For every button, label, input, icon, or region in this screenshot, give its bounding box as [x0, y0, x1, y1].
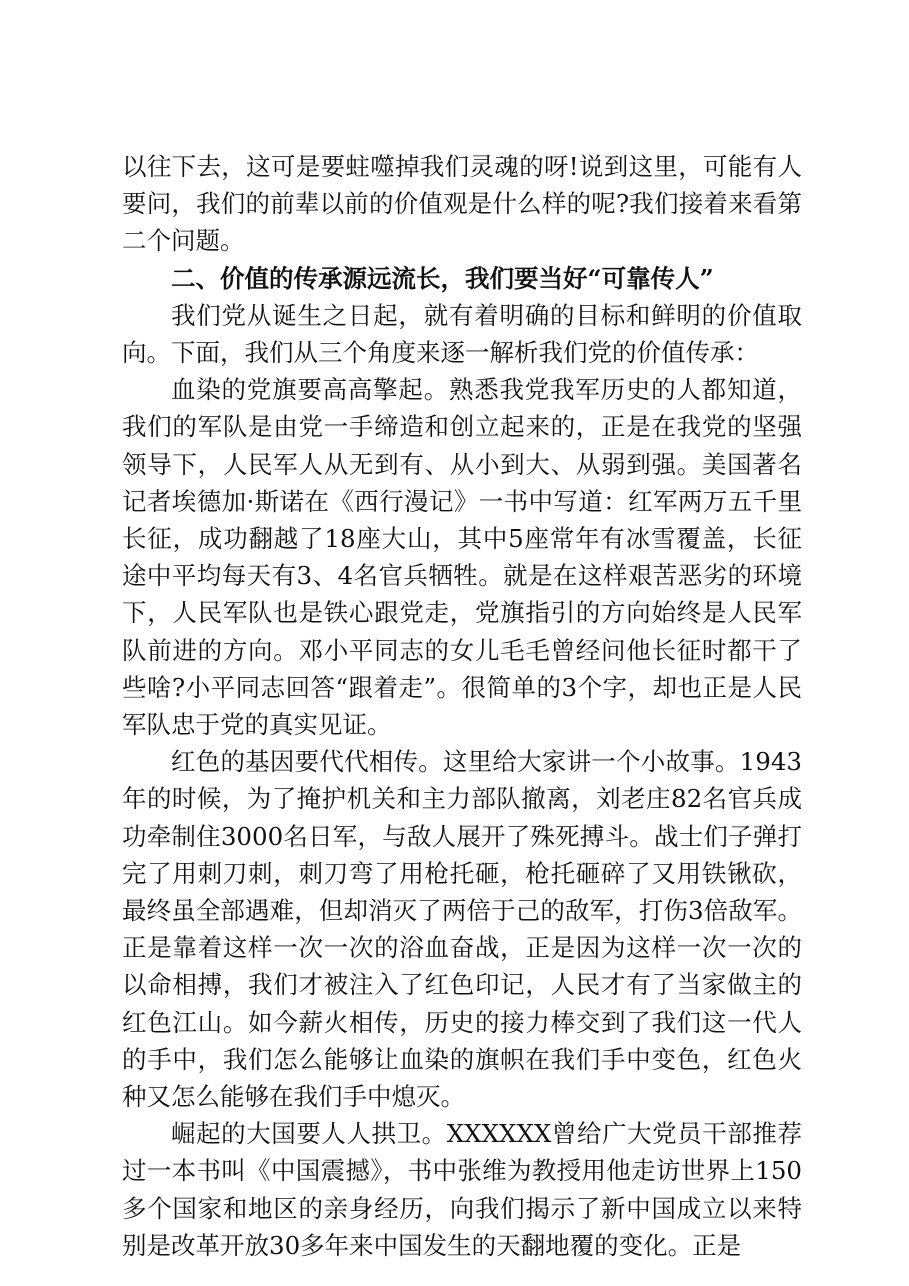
- section-heading: 二、价值的传承源远流长，我们要当好“可靠传人”: [171, 263, 714, 293]
- paragraph-intro: 我们党从诞生之日起，就有着明确的目标和鲜明的价值取向。下面，我们从三个角度来逐一解析我们党的价值传承：: [122, 300, 802, 368]
- paragraph-red-gene: 红色的基因要代代相传。这里给大家讲一个小故事。1943年的时候，为了掩护机关和主力部队撤离，刘老庄82名官兵成功牵制住3000名日军，与敌人展开了殊死搏斗。战士们子弹打完了用刺刀刺，刺刀弯了用枪托砸，枪托砸碎了又用铁锹砍，最终虽全部遇难，但却消灭了两倍于己的敌军，打伤3倍敌军。正是靠着这样一次一次的浴血奋战，正是因为这样一次一次的以命相搏，我们才被注入了红色印记，人民才有了当家做主的红色江山。如今薪火相传，历史的接力棒交到了我们这一代人的手中，我们怎么能够让血染的旗帜在我们手中变色，红色火种又怎么能够在我们手中熄灭。: [122, 747, 802, 1112]
- paragraph-continuation: 以往下去，这可是要蛀噬掉我们灵魂的呀!说到这里，可能有人要问，我们的前辈以前的价值观是什么样的呢?我们接着来看第二个问题。: [122, 152, 802, 256]
- paragraph-rising-nation: 崛起的大国要人人拱卫。XXXXXX曾给广大党员干部推荐过一本书叫《中国震撼》，书中张维为教授用他走访世界上150多个国家和地区的亲身经历，向我们揭示了新中国成立以来特别是改革开放30多年来中国发生的天翻地覆的变化。正是: [122, 1119, 802, 1260]
- paragraph-party-flag: 血染的党旗要高高擎起。熟悉我党我军历史的人都知道，我们的军队是由党一手缔造和创立起来的，正是在我党的坚强领导下，人民军人从无到有、从小到大、从弱到强。美国著名记者埃德加·斯诺在《西行漫记》一书中写道：红军两万五千里长征，成功翻越了18座大山，其中5座常年有冰雪覆盖，长征途中平均每天有3、4名官兵牺牲。就是在这样艰苦恶劣的环境下，人民军队也是铁心跟党走，党旗指引的方向始终是人民军队前进的方向。邓小平同志的女儿毛毛曾经问他长征时都干了些啥?小平同志回答“跟着走”。很简单的3个字，却也正是人民军队忠于党的真实见证。: [122, 375, 802, 740]
- document-body: [122, 148, 802, 1264]
